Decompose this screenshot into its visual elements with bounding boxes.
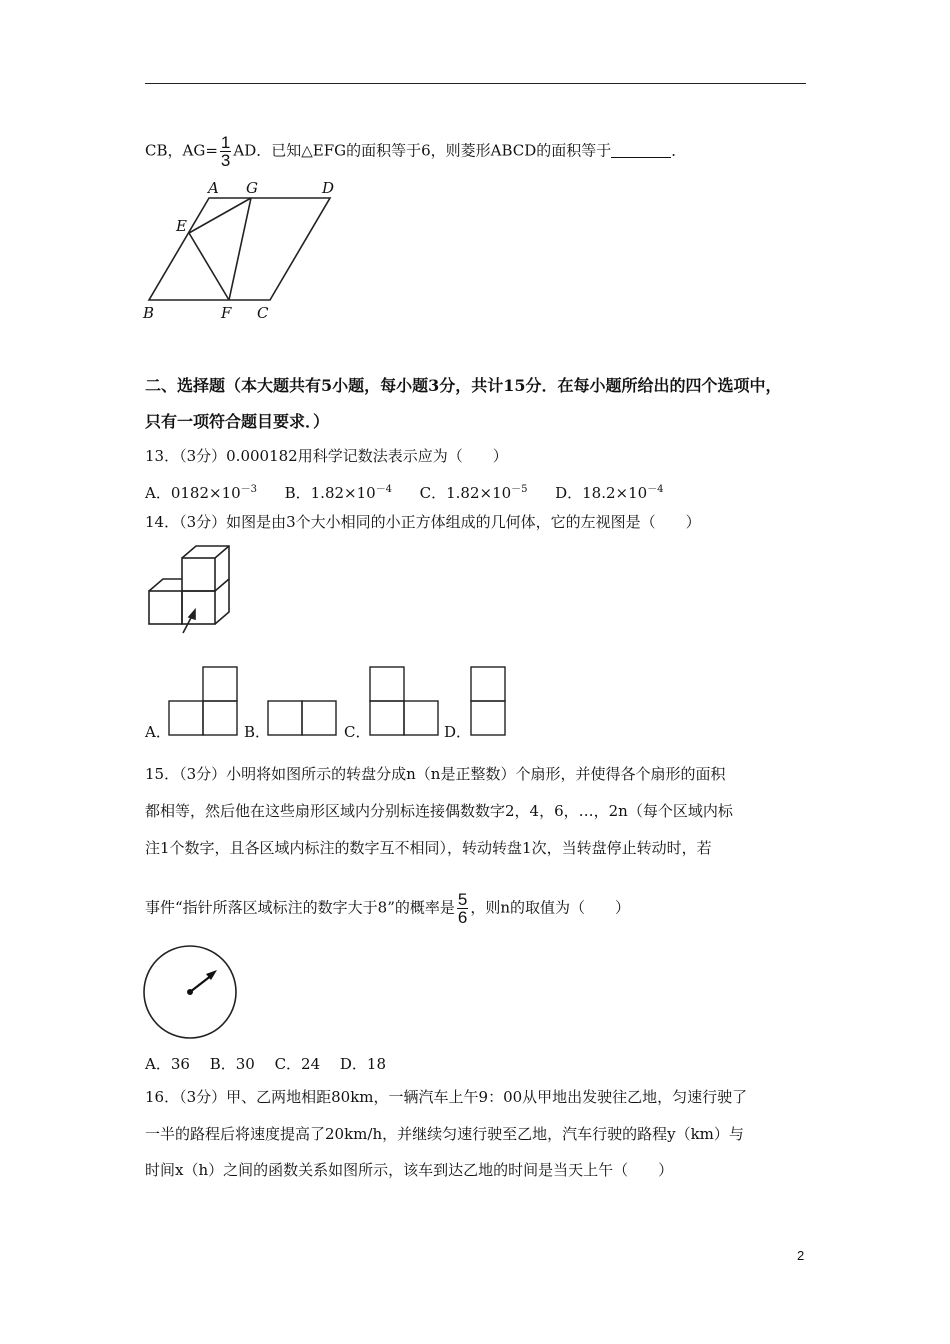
label-f: F: [221, 304, 232, 322]
q14-option-c-figure[interactable]: [369, 667, 439, 737]
q15-line2: 都相等，然后他在这些扇形区域内分别标连接偶数数字2，4，6，…，2n（每个区域内标: [145, 802, 733, 820]
q15-line4: [145, 891, 630, 926]
header-rule: [145, 83, 806, 84]
q13-options: [145, 480, 664, 503]
q14-option-c-label[interactable]: C．: [344, 723, 371, 741]
q13-option-c[interactable]: C．$1.82\times 10^{-5}$: [419, 484, 528, 502]
q15-options[interactable]: A．36 B．30 C．24 D．18: [145, 1055, 387, 1073]
rhombus-figure: [140, 178, 340, 323]
q16-line3: 时间x（h）之间的函数关系如图所示，该车到达乙地的时间是当天上午（ ）: [145, 1161, 674, 1179]
q14-option-a-label[interactable]: A．: [145, 723, 171, 741]
answer-blank: [611, 143, 671, 158]
spinner-figure: [142, 944, 240, 1042]
q14-option-b-label[interactable]: B．: [244, 723, 271, 741]
q12-text-a: CB，AG=: [145, 141, 218, 160]
q15-line3: 注1个数字，且各区域内标注的数字互不相同），转动转盘1次，当转盘停止转动时，若: [145, 839, 712, 857]
segment-gf: [229, 198, 251, 300]
frac-denominator: 3: [220, 151, 231, 170]
q14-option-b-figure[interactable]: [267, 700, 337, 737]
label-d: D: [322, 179, 335, 197]
q13-option-d[interactable]: D．$18.2\times 10^{-4}$: [555, 484, 664, 502]
frac-numerator: 1: [220, 133, 231, 152]
segment-ef: [189, 233, 229, 300]
q12-text-end: ．: [671, 141, 687, 160]
q13-stem: 13．（3分）0.000182用科学记数法表示应为（ ）: [145, 447, 508, 465]
q14-option-d-label[interactable]: D．: [444, 723, 472, 741]
frac-numerator: 5: [457, 890, 468, 909]
label-e: E: [176, 217, 187, 235]
section2-line1: 二、选择题（本大题共有5小题，每小题3分，共计15分．在每小题所给出的四个选项中，: [145, 376, 782, 395]
label-b: B: [143, 304, 155, 322]
label-g: G: [246, 179, 258, 197]
frac-denominator: 6: [457, 908, 468, 927]
q15-line4-b: ，则n的取值为（ ）: [470, 898, 631, 917]
q14-stem: 14．（3分）如图是由3个大小相同的小正方体组成的几何体，它的左视图是（ ）: [145, 513, 701, 531]
q12-text: [145, 134, 686, 169]
cube-solid-figure: [145, 542, 235, 637]
page-number: 2: [797, 1248, 805, 1263]
q13-option-a[interactable]: A．$0182\times 10^{-3}$: [145, 484, 258, 502]
q14-option-a-figure[interactable]: [168, 667, 238, 737]
label-a: A: [208, 179, 219, 197]
q14-option-d-figure[interactable]: [470, 667, 506, 737]
q15-line1: 15．（3分）小明将如图所示的转盘分成n（n是正整数）个扇形，并使得各个扇形的面积: [145, 765, 726, 783]
q12-text-b: AD．已知△EFG的面积等于6，则菱形ABCD的面积等于: [233, 141, 612, 160]
q13-option-b[interactable]: B．$1.82\times 10^{-4}$: [284, 484, 393, 502]
q16-line2: 一半的路程后将速度提高了20km/h，并继续匀速行驶至乙地，汽车行驶的路程y（km）与: [145, 1125, 744, 1143]
q15-fraction: [457, 891, 468, 926]
label-c: C: [257, 304, 269, 322]
section2-line2: 只有一项符合题目要求．）: [145, 412, 330, 431]
q12-fraction: [220, 134, 231, 169]
q16-line1: 16．（3分）甲、乙两地相距80km，一辆汽车上午9：00从甲地出发驶往乙地，匀速行驶了: [145, 1088, 748, 1106]
q15-line4-a: 事件“指针所落区域标注的数字大于8”的概率是: [145, 898, 455, 917]
